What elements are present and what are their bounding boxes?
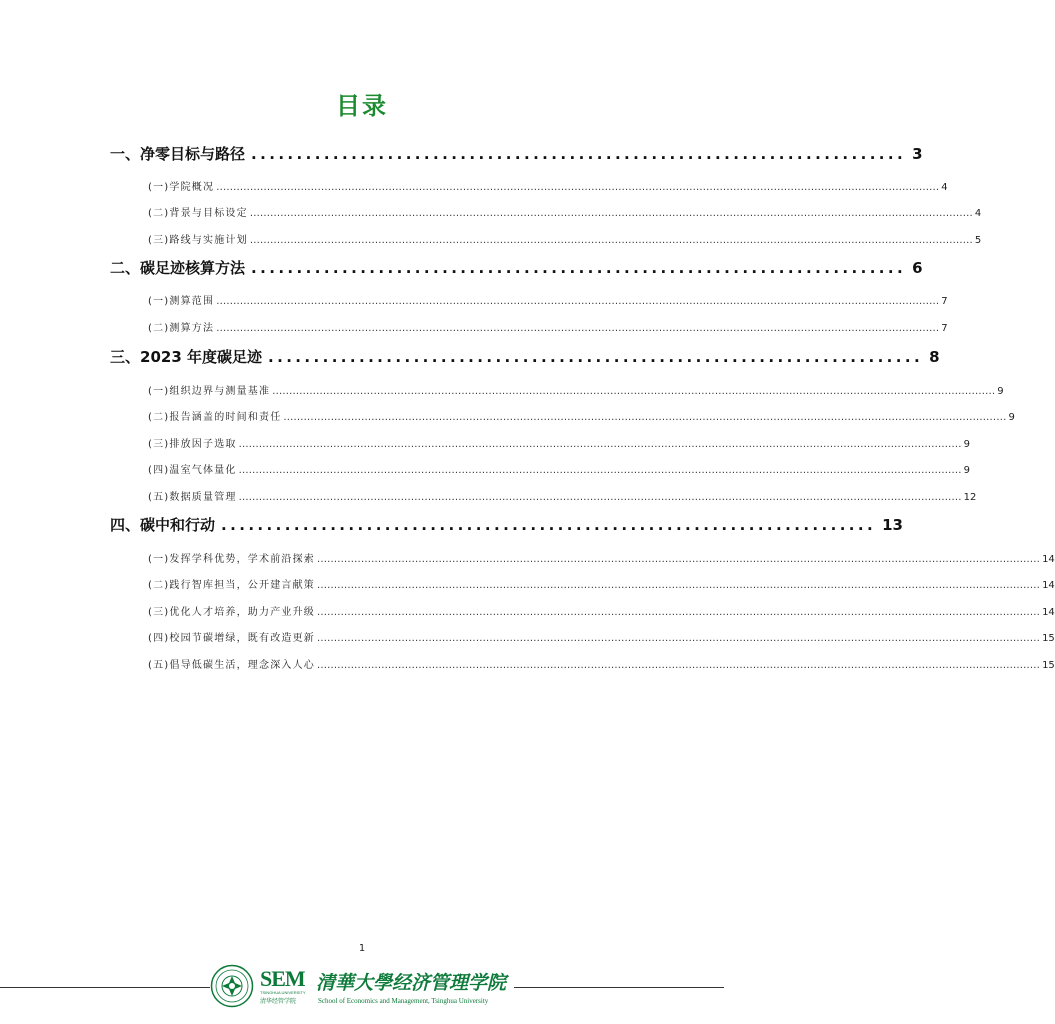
dot-leader: ...................................................................................................................................................................................................................... <box>216 323 940 334</box>
toc-entry[interactable] <box>110 514 903 536</box>
dot-leader: ........................................................................ <box>251 145 907 163</box>
footer-rule-right <box>514 987 724 988</box>
toc-entry[interactable] <box>148 231 982 246</box>
toc-number: 四、 <box>110 516 141 534</box>
toc-page: 7 <box>941 296 948 307</box>
toc-entry[interactable] <box>148 461 971 476</box>
dot-leader: ...................................................................................................................................................................................................................... <box>249 208 973 219</box>
dot-leader: ...................................................................................................................................................................................................................... <box>272 386 996 397</box>
toc-title: (四)温室气体量化 <box>148 465 237 476</box>
toc-page: 9 <box>997 386 1004 397</box>
dot-leader: ...................................................................................................................................................................................................................... <box>283 412 1007 423</box>
toc-page: 9 <box>963 439 971 450</box>
toc-page: 14 <box>1042 580 1055 591</box>
toc-page: 9 <box>963 465 971 476</box>
dot-leader: ...................................................................................................................................................................................................................... <box>216 296 940 307</box>
toc-number: 三、 <box>110 348 141 366</box>
toc-title: 净零目标与路径 <box>140 145 246 163</box>
sem-logo-subtitle: TSINGHUA UNIVERSITY <box>260 990 306 995</box>
toc-title: (二)报告涵盖的时间和责任 <box>148 412 282 423</box>
toc-title: (三)路线与实施计划 <box>148 235 248 246</box>
toc-title: (二)背景与目标设定 <box>148 208 248 219</box>
toc-page: 14 <box>1042 554 1055 565</box>
toc-page: 13 <box>882 516 903 534</box>
toc-title: 碳中和行动 <box>140 516 216 534</box>
toc-entry[interactable] <box>148 603 1055 618</box>
dot-leader: ...................................................................................................................................................................................................................... <box>216 182 940 193</box>
dot-leader: ...................................................................................................................................................................................................................... <box>317 660 1041 671</box>
toc-title: 碳足迹核算方法 <box>140 259 246 277</box>
dot-leader: ...................................................................................................................................................................................................................... <box>317 633 1041 644</box>
page-number: 1 <box>358 943 366 954</box>
toc-page: 4 <box>974 208 982 219</box>
toc-title: (一)组织边界与测量基准 <box>148 386 271 397</box>
school-name-chinese: 清華大學经济管理学院 <box>316 972 507 994</box>
dot-leader: ........................................................................ <box>268 348 924 366</box>
toc-page: 12 <box>963 492 977 503</box>
dot-leader: ...................................................................................................................................................................................................................... <box>317 554 1041 565</box>
tsinghua-seal-icon <box>210 964 254 1008</box>
toc-entry[interactable] <box>148 319 948 334</box>
toc-entry[interactable] <box>148 435 971 450</box>
toc-title: (三)优化人才培养，助力产业升级 <box>148 607 316 618</box>
toc-entry[interactable] <box>148 204 982 219</box>
footer-rule-left <box>0 987 210 988</box>
toc-page: 15 <box>1042 660 1055 671</box>
dot-leader: ...................................................................................................................................................................................................................... <box>238 492 962 503</box>
toc-page: 9 <box>1008 412 1015 423</box>
dot-leader: ...................................................................................................................................................................................................................... <box>317 580 1041 591</box>
dot-leader: ........................................................................ <box>221 516 877 534</box>
toc-entry[interactable] <box>148 408 1015 423</box>
toc-page: 6 <box>912 259 923 277</box>
toc-title: (五)倡导低碳生活，理念深入人心 <box>148 660 316 671</box>
toc-entry[interactable] <box>110 143 923 165</box>
dot-leader: ...................................................................................................................................................................................................................... <box>238 465 962 476</box>
toc-title: (二)测算方法 <box>148 323 215 334</box>
dot-leader: ...................................................................................................................................................................................................................... <box>317 607 1041 618</box>
toc-page: 5 <box>974 235 982 246</box>
toc-title: (五)数据质量管理 <box>148 492 237 503</box>
toc-title: 2023 年度碳足迹 <box>140 348 262 366</box>
school-name-english: School of Economics and Management, Tsinghua University <box>318 997 489 1005</box>
toc-page: 4 <box>941 182 948 193</box>
toc-page: 8 <box>929 348 940 366</box>
dot-leader: ...................................................................................................................................................................................................................... <box>249 235 973 246</box>
page-title: 目录 <box>336 92 388 120</box>
sem-logo-chinese: 清华经管学院 <box>260 998 297 1005</box>
toc-title: (一)学院概况 <box>148 182 215 193</box>
toc-title: (二)践行智库担当，公开建言献策 <box>148 580 316 591</box>
toc-number: 一、 <box>110 145 141 163</box>
toc-entry[interactable] <box>148 488 977 503</box>
sem-logo: SEM <box>260 966 305 991</box>
toc-page: 7 <box>941 323 948 334</box>
toc-page: 14 <box>1042 607 1055 618</box>
dot-leader: ........................................................................ <box>251 259 907 277</box>
toc-title: (四)校园节碳增绿，既有改造更新 <box>148 633 316 644</box>
toc-title: (三)排放因子选取 <box>148 439 237 450</box>
toc-entry[interactable] <box>148 656 1055 671</box>
toc-page: 3 <box>912 145 923 163</box>
footer <box>0 960 724 1010</box>
toc-entry[interactable] <box>148 576 1055 591</box>
toc-page: 15 <box>1042 633 1055 644</box>
toc-entry[interactable] <box>148 292 948 307</box>
toc-entry[interactable] <box>110 257 923 279</box>
toc-entry[interactable] <box>148 550 1055 565</box>
toc-entry[interactable] <box>148 178 948 193</box>
toc-title: (一)测算范围 <box>148 296 215 307</box>
toc-entry[interactable] <box>110 346 940 368</box>
toc-number: 二、 <box>110 259 141 277</box>
toc-entry[interactable] <box>148 629 1055 644</box>
toc-title: (一)发挥学科优势，学术前沿探索 <box>148 554 316 565</box>
dot-leader: ...................................................................................................................................................................................................................... <box>238 439 962 450</box>
toc-entry[interactable] <box>148 382 1004 397</box>
